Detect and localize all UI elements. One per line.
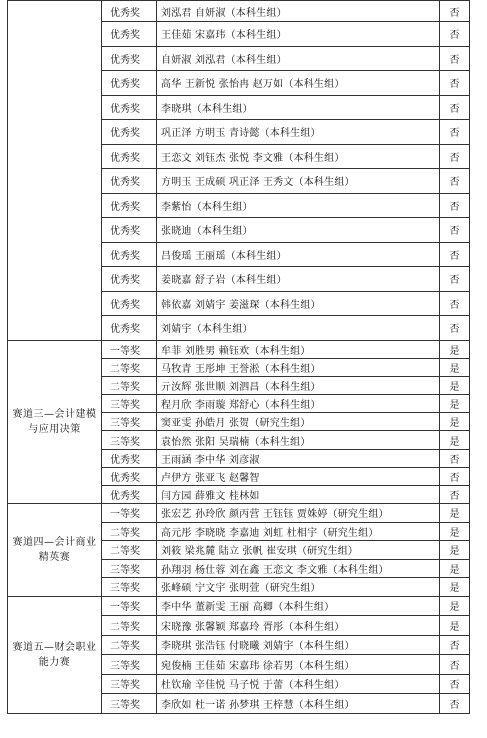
award-cell: 三等奖 — [102, 694, 157, 714]
names-cell: 姜晓嘉 舒子岩（本科生组） — [157, 267, 440, 292]
names-cell: 马牧青 王彤坤 王誉淞（本科生组） — [157, 358, 440, 376]
table-row — [8, 596, 470, 616]
names-cell: 吕俊瑶 王丽瑶（本科生组） — [157, 242, 440, 267]
flag-cell: 是 — [440, 559, 470, 578]
flag-cell: 否 — [440, 242, 470, 267]
names-cell: 牟菲 刘胜男 赖钰欢（本科生组） — [157, 340, 440, 358]
award-cell: 优秀奖 — [102, 486, 157, 504]
names-cell: 刘婧宇（本科生组） — [157, 316, 440, 341]
award-cell: 一等奖 — [102, 504, 157, 523]
names-cell: 方明玉 王成硕 巩正泽 王秀文（本科生组） — [157, 169, 440, 194]
award-cell: 优秀奖 — [102, 218, 157, 243]
award-cell: 三等奖 — [102, 559, 157, 578]
award-cell: 优秀奖 — [102, 22, 157, 47]
names-cell: 王雨涵 李中华 刘彦淑 — [157, 449, 440, 467]
flag-cell: 否 — [440, 1, 470, 22]
flag-cell: 否 — [440, 95, 470, 120]
names-cell: 李中华 董新雯 王丽 高卿（本科生组） — [157, 596, 440, 616]
flag-cell: 是 — [440, 395, 470, 413]
award-cell: 三等奖 — [102, 674, 157, 694]
flag-cell: 是 — [440, 358, 470, 376]
names-cell: 袁怡然 张阳 吴瑞楠（本科生组） — [157, 431, 440, 449]
names-cell: 张晓迪（本科生组） — [157, 218, 440, 243]
award-cell: 一等奖 — [102, 596, 157, 616]
names-cell: 杜钦瑜 辛佳悦 马子悦 于蕾（本科生组） — [157, 674, 440, 694]
flag-cell: 否 — [440, 674, 470, 694]
award-cell: 三等奖 — [102, 655, 157, 675]
award-cell: 三等奖 — [102, 413, 157, 431]
names-cell: 韩依嘉 刘婧宇 姜滋琛（本科生组） — [157, 291, 440, 316]
award-table — [7, 0, 470, 714]
award-cell: 优秀奖 — [102, 1, 157, 22]
flag-cell: 否 — [440, 291, 470, 316]
names-cell: 张峰硕 宁文宇 张明萱（研究生组） — [157, 578, 440, 597]
names-cell: 刘筱 梁兆麓 陆立 张帆 崔安琪（研究生组） — [157, 541, 440, 560]
names-cell: 高元彤 李晓晓 李嘉迪 刘虹 杜相宇（研究生组） — [157, 522, 440, 541]
flag-cell: 是 — [440, 340, 470, 358]
award-cell: 二等奖 — [102, 358, 157, 376]
award-cell: 优秀奖 — [102, 242, 157, 267]
names-cell: 李晓琪 张浩钰 付晓曦 刘婧宇（本科生组） — [157, 635, 440, 655]
flag-cell: 否 — [440, 316, 470, 341]
names-cell: 亓汝辉 张世顺 刘泗昌（本科生组） — [157, 376, 440, 394]
award-cell: 三等奖 — [102, 431, 157, 449]
flag-cell: 否 — [440, 218, 470, 243]
names-cell: 高华 王新悦 张怡冉 赵万如（本科生组） — [157, 71, 440, 96]
names-cell: 程月欣 李雨璇 郑舒心（本科生组） — [157, 395, 440, 413]
names-cell: 王恋文 刘钰杰 张悦 李文雅（本科生组） — [157, 144, 440, 169]
award-cell: 优秀奖 — [102, 193, 157, 218]
names-cell: 张宏艺 孙玲欣 颜丙营 王钰钰 贾姝婷（研究生组） — [157, 504, 440, 523]
award-cell: 二等奖 — [102, 616, 157, 636]
track-cell: 赛道四—会计商业精英赛 — [8, 504, 102, 597]
award-cell: 优秀奖 — [102, 267, 157, 292]
names-cell: 孙翔羽 杨仕蓉 刘在鑫 王恋文 李文雅（本科生组） — [157, 559, 440, 578]
flag-cell: 是 — [440, 504, 470, 523]
award-cell: 优秀奖 — [102, 169, 157, 194]
award-table-body — [8, 1, 470, 714]
flag-cell: 否 — [440, 486, 470, 504]
award-cell: 优秀奖 — [102, 467, 157, 485]
names-cell: 自妍淑 刘泓君（本科生组） — [157, 46, 440, 71]
award-cell: 二等奖 — [102, 541, 157, 560]
flag-cell: 否 — [440, 144, 470, 169]
flag-cell: 否 — [440, 169, 470, 194]
flag-cell: 是 — [440, 413, 470, 431]
flag-cell: 否 — [440, 467, 470, 485]
names-cell: 李紫怡（本科生组） — [157, 193, 440, 218]
names-cell: 宋晓豫 张馨颖 郑嘉玲 胥彤（本科生组） — [157, 616, 440, 636]
flag-cell: 是 — [440, 596, 470, 616]
award-cell: 二等奖 — [102, 376, 157, 394]
names-cell: 李欣如 杜一诺 孙梦琪 王梓慧（本科生组） — [157, 694, 440, 714]
flag-cell: 否 — [440, 46, 470, 71]
names-cell: 刘泓君 自妍淑（本科生组） — [157, 1, 440, 22]
award-cell: 优秀奖 — [102, 144, 157, 169]
table-row — [8, 504, 470, 523]
award-cell: 三等奖 — [102, 395, 157, 413]
names-cell: 窦亚雯 孙皓月 张贺（研究生组） — [157, 413, 440, 431]
award-cell: 二等奖 — [102, 635, 157, 655]
flag-cell: 是 — [440, 616, 470, 636]
flag-cell: 否 — [440, 71, 470, 96]
award-cell: 优秀奖 — [102, 46, 157, 71]
flag-cell: 是 — [440, 376, 470, 394]
track-cell: 赛道三—会计建模与应用决策 — [8, 340, 102, 504]
award-cell: 一等奖 — [102, 340, 157, 358]
award-cell: 三等奖 — [102, 578, 157, 597]
flag-cell: 否 — [440, 694, 470, 714]
award-cell: 优秀奖 — [102, 449, 157, 467]
table-row — [8, 340, 470, 358]
names-cell: 宛俊楠 王佳茹 宋嘉玮 徐若男（本科生组） — [157, 655, 440, 675]
names-cell: 巩正泽 方明玉 青诗懿（本科生组） — [157, 120, 440, 145]
flag-cell: 否 — [440, 635, 470, 655]
flag-cell: 是 — [440, 522, 470, 541]
flag-cell: 否 — [440, 267, 470, 292]
flag-cell: 是 — [440, 578, 470, 597]
flag-cell: 是 — [440, 541, 470, 560]
award-cell: 优秀奖 — [102, 291, 157, 316]
award-cell: 优秀奖 — [102, 120, 157, 145]
names-cell: 闫方园 薛雅文 桂林如 — [157, 486, 440, 504]
names-cell: 王佳茹 宋嘉玮（本科生组） — [157, 22, 440, 47]
award-cell: 优秀奖 — [102, 316, 157, 341]
track-cell: 赛道五—财会职业能力赛 — [8, 596, 102, 713]
award-cell: 二等奖 — [102, 522, 157, 541]
flag-cell: 否 — [440, 22, 470, 47]
table-row — [8, 1, 470, 22]
track-cell — [8, 1, 102, 341]
award-cell: 优秀奖 — [102, 71, 157, 96]
names-cell: 卢伊方 张亚飞 赵馨智 — [157, 467, 440, 485]
names-cell: 李晓琪（本科生组） — [157, 95, 440, 120]
flag-cell: 否 — [440, 655, 470, 675]
flag-cell: 否 — [440, 449, 470, 467]
award-cell: 优秀奖 — [102, 95, 157, 120]
flag-cell: 否 — [440, 120, 470, 145]
flag-cell: 否 — [440, 193, 470, 218]
flag-cell: 是 — [440, 431, 470, 449]
